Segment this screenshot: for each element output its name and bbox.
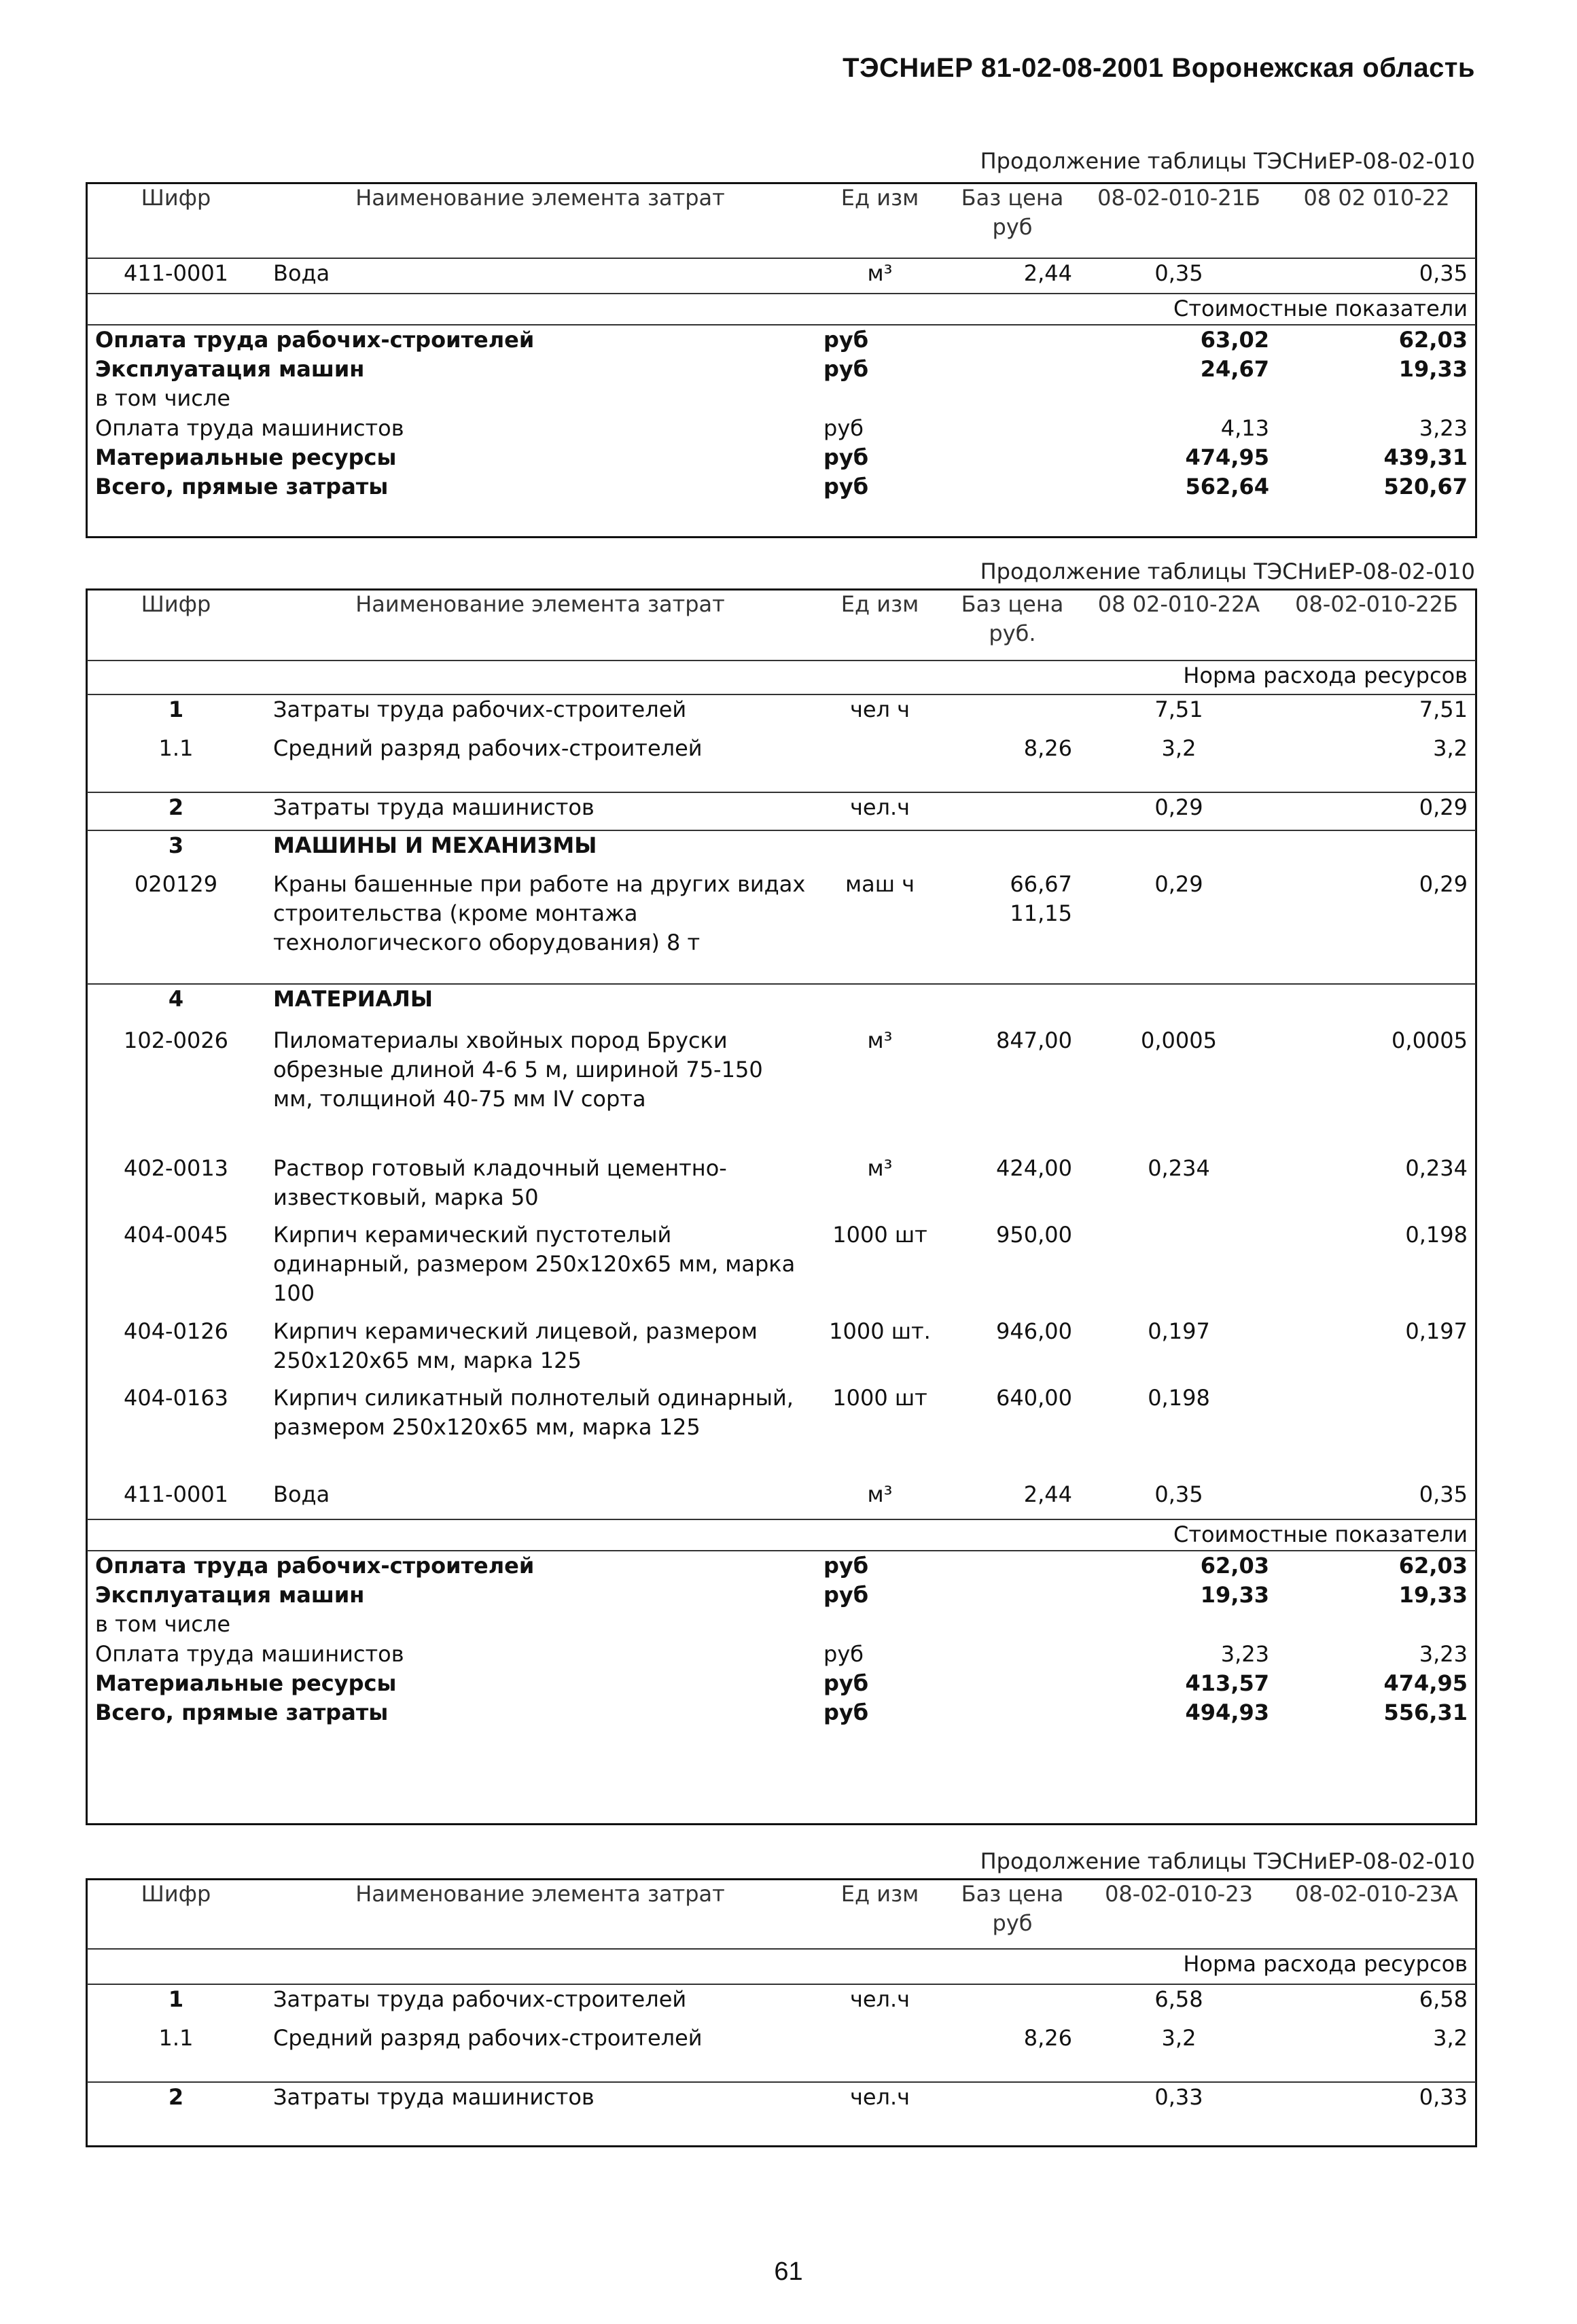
- cell-name: Затраты труда машинистов: [265, 792, 815, 830]
- cell-name: Затраты труда рабочих-строителей: [273, 1986, 687, 2012]
- col-header-unit: Ед изм: [815, 1880, 944, 1949]
- page-header: ТЭСНиЕР 81-02-08-2001 Воронежская область: [843, 53, 1475, 83]
- cell-norm-b: 7,51: [1419, 697, 1468, 722]
- cell-price: 424,00: [996, 1155, 1072, 1181]
- cost-row: [87, 414, 1476, 443]
- section-label: Норма расхода ресурсов: [87, 661, 1476, 694]
- cell-price: 66,67 11,15: [1010, 871, 1072, 927]
- cost-value-b: 520,67: [1383, 473, 1468, 499]
- cost-label: в том числе: [95, 1611, 230, 1638]
- cost-label: Оплата труда машинистов: [95, 1640, 404, 1667]
- col-header-name: Наименование элемента затрат: [265, 1880, 815, 1949]
- cost-row: [87, 1698, 1476, 1727]
- cell-name: Пиломатериалы хвойных пород Бруски обрезные длиной 4-6 5 м, шириной 75-150 мм, толщиной 40-75 мм IV сорта: [273, 1027, 763, 1112]
- cell-price: 847,00: [996, 1027, 1072, 1053]
- cell-price: 8,26: [1023, 2025, 1072, 2051]
- cost-row: [87, 1581, 1476, 1610]
- cell-norm-a: 0,0005: [1141, 1027, 1217, 1053]
- cell-norm-b: 0,35: [1419, 1481, 1468, 1507]
- cell-unit: чел ч: [849, 697, 910, 722]
- cell-norm-a: 0,35: [1154, 1481, 1203, 1507]
- cell-norm-a: 0,198: [1148, 1385, 1210, 1411]
- table-row: [87, 694, 1476, 734]
- cell-norm-b: 0,35: [1419, 260, 1468, 286]
- cost-label: Всего, прямые затраты: [95, 1699, 389, 1725]
- cell-norm-a: 0,33: [1080, 2082, 1277, 2120]
- cost-value-b: 62,03: [1277, 325, 1476, 355]
- cell-name: Кирпич керамический пустотелый одинарный, размером 250x120x65 мм, марка 100: [273, 1222, 796, 1307]
- cell-unit: [815, 734, 944, 792]
- cell-code: 411-0001: [123, 1481, 229, 1507]
- cell-norm-a: 3,2: [1161, 2025, 1197, 2051]
- cost-row: [87, 384, 1476, 413]
- cell-code: 2: [87, 2082, 265, 2120]
- cell-unit: 1000 шт: [832, 1385, 927, 1411]
- section-label: Норма расхода ресурсов: [87, 1949, 1476, 1984]
- cost-value-a: 3,23: [1220, 1640, 1269, 1667]
- cell-norm-b: 0,33: [1277, 2082, 1476, 2120]
- cell-name: МАШИНЫ И МЕХАНИЗМЫ: [265, 830, 815, 870]
- cost-label: Материальные ресурсы: [95, 1670, 397, 1696]
- cell-code: 2: [87, 792, 265, 830]
- page-number: 61: [774, 2257, 803, 2286]
- cell-norm-b: 3,2: [1433, 735, 1468, 761]
- cost-unit: руб: [823, 444, 869, 470]
- cost-value-a: 494,93: [1185, 1699, 1269, 1725]
- cost-value-a: 24,67: [1200, 356, 1269, 383]
- cost-value-b: 19,33: [1398, 356, 1468, 383]
- cost-row: [87, 443, 1476, 472]
- cost-row: [87, 355, 1476, 384]
- cost-label: Материальные ресурсы: [95, 444, 397, 470]
- cell-name: Вода: [273, 260, 330, 286]
- table-row: [87, 830, 1476, 870]
- cell-name: МАТЕРИАЛЫ: [265, 984, 815, 1026]
- cost-label: Всего, прямые затраты: [95, 473, 389, 499]
- col-header-unit: Ед изм: [815, 590, 944, 661]
- table-row: [87, 870, 1476, 984]
- cell-price: [944, 694, 1080, 734]
- continuation-label-3: Продолжение таблицы ТЭСНиЕР-08-02-010: [980, 1848, 1475, 1874]
- cell-norm-b: 0,29: [1277, 792, 1476, 830]
- cell-norm-a: 0,29: [1154, 871, 1203, 897]
- cost-row: [87, 472, 1476, 501]
- cell-norm-a: 6,58: [1154, 1986, 1203, 2012]
- cost-value-b: 439,31: [1383, 444, 1468, 470]
- cost-row: [87, 1640, 1476, 1669]
- cell-price: 946,00: [996, 1318, 1072, 1344]
- col-header-norm-a: 08-02-010-23: [1080, 1880, 1277, 1949]
- col-header-price: Баз цена руб.: [944, 590, 1080, 661]
- cell-norm-b: 3,2: [1433, 2025, 1468, 2051]
- cell-code: 4: [87, 984, 265, 1026]
- cell-unit: маш ч: [845, 871, 915, 897]
- continuation-label-2: Продолжение таблицы ТЭСНиЕР-08-02-010: [980, 559, 1475, 584]
- cell-norm-b: [1277, 1384, 1476, 1480]
- section-label: Стоимостные показатели: [87, 294, 1476, 325]
- cell-norm-a: 3,2: [1161, 735, 1197, 761]
- col-header-norm-b: 08-02-010-23А: [1277, 1880, 1476, 1949]
- cell-unit: [815, 2024, 944, 2082]
- cell-name: Затраты труда рабочих-строителей: [273, 697, 687, 722]
- continuation-label-1: Продолжение таблицы ТЭСНиЕР-08-02-010: [980, 148, 1475, 174]
- cell-price: 640,00: [996, 1385, 1072, 1411]
- cell-norm-b: 0,29: [1419, 871, 1468, 897]
- table-row: [87, 984, 1476, 1026]
- cost-value-b: 474,95: [1383, 1670, 1468, 1696]
- cell-code: 3: [87, 830, 265, 870]
- table-2: [87, 590, 1476, 1727]
- col-header-name: Наименование элемента затрат: [265, 590, 815, 661]
- table-row: [87, 1480, 1476, 1519]
- col-header-norm-a: 08-02-010-21Б: [1080, 183, 1277, 258]
- col-header-norm-b: 08 02 010-22: [1277, 183, 1476, 258]
- table-row: [87, 2024, 1476, 2082]
- cost-row: [87, 1669, 1476, 1698]
- cost-value-b: 3,23: [1419, 415, 1468, 441]
- cell-norm-b: 0,197: [1405, 1318, 1468, 1344]
- section-label: Стоимостные показатели: [87, 1519, 1476, 1551]
- cell-name: Кирпич силикатный полнотелый одинарный, размером 250x120x65 мм, марка 125: [273, 1385, 794, 1441]
- cost-value-a: 63,02: [1080, 325, 1277, 355]
- table-3: [87, 1880, 1476, 2120]
- cell-price: 2,44: [1023, 1481, 1072, 1507]
- cell-name: Средний разряд рабочих-строителей: [273, 735, 703, 761]
- cost-value-a: 562,64: [1185, 473, 1269, 499]
- cost-row: [87, 325, 1476, 355]
- cost-unit: руб: [815, 325, 944, 355]
- cost-label: Оплата труда машинистов: [95, 415, 404, 441]
- cell-price: [944, 2082, 1080, 2120]
- col-header-code: Шифр: [87, 590, 265, 661]
- col-header-code: Шифр: [87, 183, 265, 258]
- col-header-price: Баз цена руб: [944, 183, 1080, 258]
- cell-unit: 1000 шт.: [829, 1318, 931, 1344]
- cell-norm-b: 0,234: [1405, 1155, 1468, 1181]
- cell-unit: чел.ч: [849, 1986, 910, 2012]
- table-row: [87, 1984, 1476, 2024]
- cost-value-a: 4,13: [1220, 415, 1269, 441]
- cost-value-a: 474,95: [1185, 444, 1269, 470]
- cost-label: Оплата труда рабочих-строителей: [87, 1551, 815, 1581]
- table-row: [87, 258, 1476, 294]
- col-header-norm-b: 08-02-010-22Б: [1277, 590, 1476, 661]
- cell-unit: м³: [867, 1027, 893, 1053]
- cell-name: Затраты труда машинистов: [265, 2082, 815, 2120]
- cost-label: Оплата труда рабочих-строителей: [87, 325, 815, 355]
- cell-code: 404-0126: [123, 1318, 229, 1344]
- col-header-name: Наименование элемента затрат: [265, 183, 815, 258]
- cost-value-a: 62,03: [1080, 1551, 1277, 1581]
- cell-unit: м³: [867, 1481, 893, 1507]
- cell-code: 404-0045: [123, 1222, 229, 1248]
- cell-unit: м³: [867, 260, 893, 286]
- cell-price: 2,44: [1023, 260, 1072, 286]
- cost-label: в том числе: [95, 385, 230, 412]
- cell-code: 1.1: [158, 735, 194, 761]
- table-row: [87, 1317, 1476, 1384]
- cell-unit: чел.ч: [815, 792, 944, 830]
- cost-value-b: 556,31: [1383, 1699, 1468, 1725]
- cell-norm-a: 0,29: [1080, 792, 1277, 830]
- col-header-norm-a: 08 02-010-22А: [1080, 590, 1277, 661]
- cell-unit: м³: [867, 1155, 893, 1181]
- table-row: [87, 1220, 1476, 1317]
- cell-code: 1: [168, 697, 184, 722]
- cost-unit: руб: [823, 1670, 869, 1696]
- cost-row: [87, 1551, 1476, 1581]
- cost-value-a: 19,33: [1200, 1582, 1269, 1608]
- cost-unit: руб: [823, 356, 869, 383]
- col-header-price: Баз цена руб: [944, 1880, 1080, 1949]
- cell-name: Кирпич керамический лицевой, размером 250x120x65 мм, марка 125: [273, 1318, 758, 1374]
- table-row: [87, 1384, 1476, 1480]
- cell-unit: чел.ч: [815, 2082, 944, 2120]
- cell-code: 020129: [134, 871, 218, 897]
- cell-norm-a: 0,197: [1148, 1318, 1210, 1344]
- table-row: [87, 2082, 1476, 2120]
- cell-code: 411-0001: [123, 260, 229, 286]
- cell-price: 950,00: [996, 1222, 1072, 1248]
- table-row: [87, 1026, 1476, 1154]
- cost-label: Эксплуатация машин: [95, 1582, 365, 1608]
- table-row: [87, 792, 1476, 830]
- cell-code: 102-0026: [123, 1027, 229, 1053]
- cell-name: Вода: [273, 1481, 330, 1507]
- cell-norm-b: 0,0005: [1392, 1027, 1468, 1053]
- cell-norm-b: 6,58: [1419, 1986, 1468, 2012]
- table-1: [87, 183, 1476, 501]
- cell-norm-a: 0,234: [1148, 1155, 1210, 1181]
- cost-unit: руб: [823, 473, 869, 499]
- cost-label: Эксплуатация машин: [95, 356, 365, 383]
- cell-name: Средний разряд рабочих-строителей: [273, 2025, 703, 2051]
- cell-name: Раствор готовый кладочный цементно-известковый, марка 50: [273, 1155, 727, 1211]
- col-header-unit: Ед изм: [815, 183, 944, 258]
- cost-unit: руб: [823, 1640, 864, 1667]
- cell-norm-b: 0,198: [1405, 1222, 1468, 1248]
- cell-code: 404-0163: [123, 1385, 229, 1411]
- cell-code: 1: [168, 1986, 184, 2012]
- cost-unit: руб: [823, 415, 864, 441]
- col-header-code: Шифр: [87, 1880, 265, 1949]
- cell-name: Краны башенные при работе на других видах строительства (кроме монтажа технологического оборудования) 8 т: [273, 871, 806, 956]
- table-row: [87, 1154, 1476, 1220]
- cell-price: 8,26: [1023, 735, 1072, 761]
- cell-norm-a: 0,35: [1154, 260, 1203, 286]
- cell-norm-a: 7,51: [1154, 697, 1203, 722]
- cell-price: [944, 1984, 1080, 2024]
- cell-code: 1.1: [158, 2025, 194, 2051]
- cell-unit: 1000 шт: [832, 1222, 927, 1248]
- cell-price: [944, 792, 1080, 830]
- cost-value-b: 62,03: [1277, 1551, 1476, 1581]
- cost-value-a: 413,57: [1185, 1670, 1269, 1696]
- cell-code: 402-0013: [123, 1155, 229, 1181]
- cost-row: [87, 1610, 1476, 1639]
- cell-norm-a: [1080, 1220, 1277, 1317]
- cost-value-b: 19,33: [1398, 1582, 1468, 1608]
- table-row: [87, 734, 1476, 792]
- cost-value-b: 3,23: [1419, 1640, 1468, 1667]
- cost-unit: руб: [823, 1582, 869, 1608]
- cost-unit: руб: [823, 1699, 869, 1725]
- cost-unit: руб: [815, 1551, 944, 1581]
